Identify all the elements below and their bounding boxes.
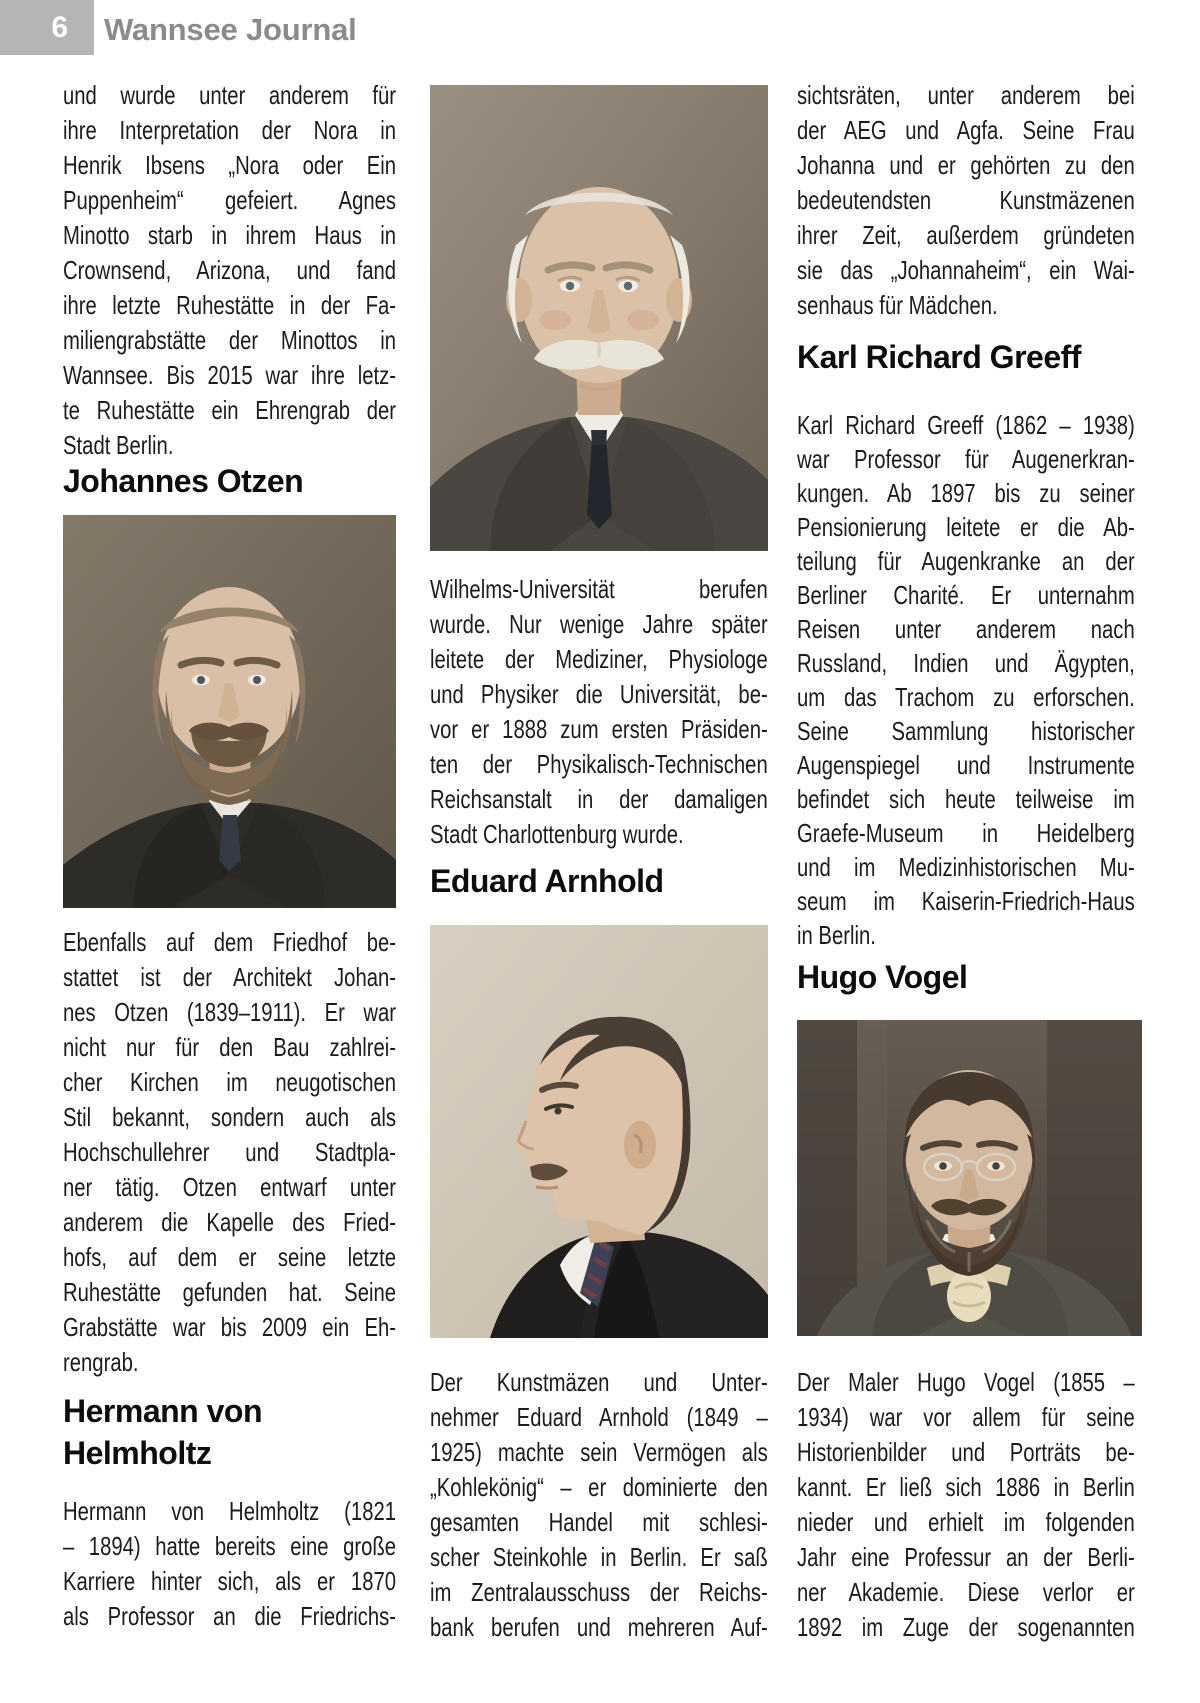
otzen-portrait-illustration (63, 515, 396, 908)
otzen-portrait-photo (63, 515, 396, 908)
heading-johannes-otzen: Johannes Otzen (63, 463, 304, 499)
paragraph-otzen: Ebenfalls auf dem Friedhof be- stattet ist der Architekt Johan- nes Otzen (1839–1911). Er war nicht nur für den Bau zahlrei- cher Kirchen im neugotischen Stil bekannt, sondern auch als Hochschullehrer und Stadtpla- ner tätig. Otzen entwarf unter anderem die Kapelle des Fried- hofs, auf dem er seine letzte Ruhestätte gefunden hat. Seine Grabstätte war bis 2009 ein Eh- rengrab. (63, 927, 397, 1377)
arnhold-portrait-photo (430, 925, 768, 1338)
heading-hugo-vogel: Hugo Vogel (797, 959, 968, 995)
paragraph-minotto-continuation: und wurde unter anderem für ihre Interpretation der Nora in Henrik Ibsens „Nora oder Ein Puppenheim“ gefeiert. Agnes Minotto starb in ihrem Haus in Crownsend, Arizona, und fand ihre letzte Ruhestätte in der Fa- miliengrabstätte der Minottos in Wannsee. Bis 2015 war ihre letz- te Ruhestätte ein Ehrengrab der Stadt Berlin. (63, 80, 397, 460)
heading-karl-richard-greeff: Karl Richard Greeff (797, 339, 1081, 375)
vogel-portrait-illustration (797, 1020, 1142, 1336)
arnhold-portrait-illustration (430, 925, 768, 1338)
journal-title: Wannsee Journal (104, 12, 357, 47)
paragraph-arnhold-middle: Der Kunstmäzen und Unter- nehmer Eduard Arnhold (1849 – 1925) machte sein Vermögen als „Kohlekönig“ – er dominierte den gesamten Handel mit schlesi- scher Steinkohle in Berlin. Er saß im Zentralausschuss der Reichs- bank berufen und mehreren Auf- (430, 1367, 768, 1642)
page-number: 6 (51, 10, 68, 44)
paragraph-greeff: Karl Richard Greeff (1862 – 1938) war Professor für Augenerkran- kungen. Ab 1897 bis zu seiner Pensionierung leitete er die Ab- teilung für Augenkranke an der Berliner Charité. Er unternahm Reisen unter anderem nach Russland, Indien und Ägypten, um das Trachom zu erforschen. Seine Sammlung historischer Augenspiegel und Instrumente befindet sich heute teilweise im Graefe-Museum in Heidelberg und im Medizinhistorischen Mu- seum im Kaiserin-Friedrich-Haus in Berlin. (797, 410, 1135, 950)
page-number-box (0, 0, 94, 55)
paragraph-helmholtz-left: Hermann von Helmholtz (1821 – 1894) hatte bereits eine große Karriere hinter sich, als er 1870 als Professor an die Friedrichs- (63, 1496, 397, 1631)
paragraph-arnhold-right: sichtsräten, unter anderem bei der AEG und Agfa. Seine Frau Johanna und er gehörten zu den bedeutendsten Kunstmäzenen ihrer Zeit, außerdem gründeten sie das „Johannaheim“, ein Wai- senhaus für Mädchen. (797, 80, 1135, 320)
helmholtz-portrait-photo (430, 85, 768, 551)
heading-hermann-von-helmholtz: Hermann von Helmholtz (63, 1393, 262, 1471)
helmholtz-portrait-illustration (430, 85, 768, 551)
paragraph-vogel: Der Maler Hugo Vogel (1855 – 1934) war vor allem für seine Historienbilder und Porträts be- kannt. Er ließ sich 1886 in Berlin nieder und erhielt im folgenden Jahr eine Professur an der Berli- ner Akademie. Diese verlor er 1892 im Zuge der sogenannten (797, 1367, 1135, 1642)
heading-eduard-arnhold: Eduard Arnhold (430, 863, 664, 899)
paragraph-helmholtz-middle: Wilhelms-Universität berufen wurde. Nur wenige Jahre später leitete der Mediziner, Physiologe und Physiker die Universität, be- vor er 1888 zum ersten Präsiden- ten der Physikalisch-Technischen Reichsanstalt in der damaligen Stadt Charlottenburg wurde. (430, 574, 768, 849)
vogel-portrait-photo (797, 1020, 1142, 1336)
